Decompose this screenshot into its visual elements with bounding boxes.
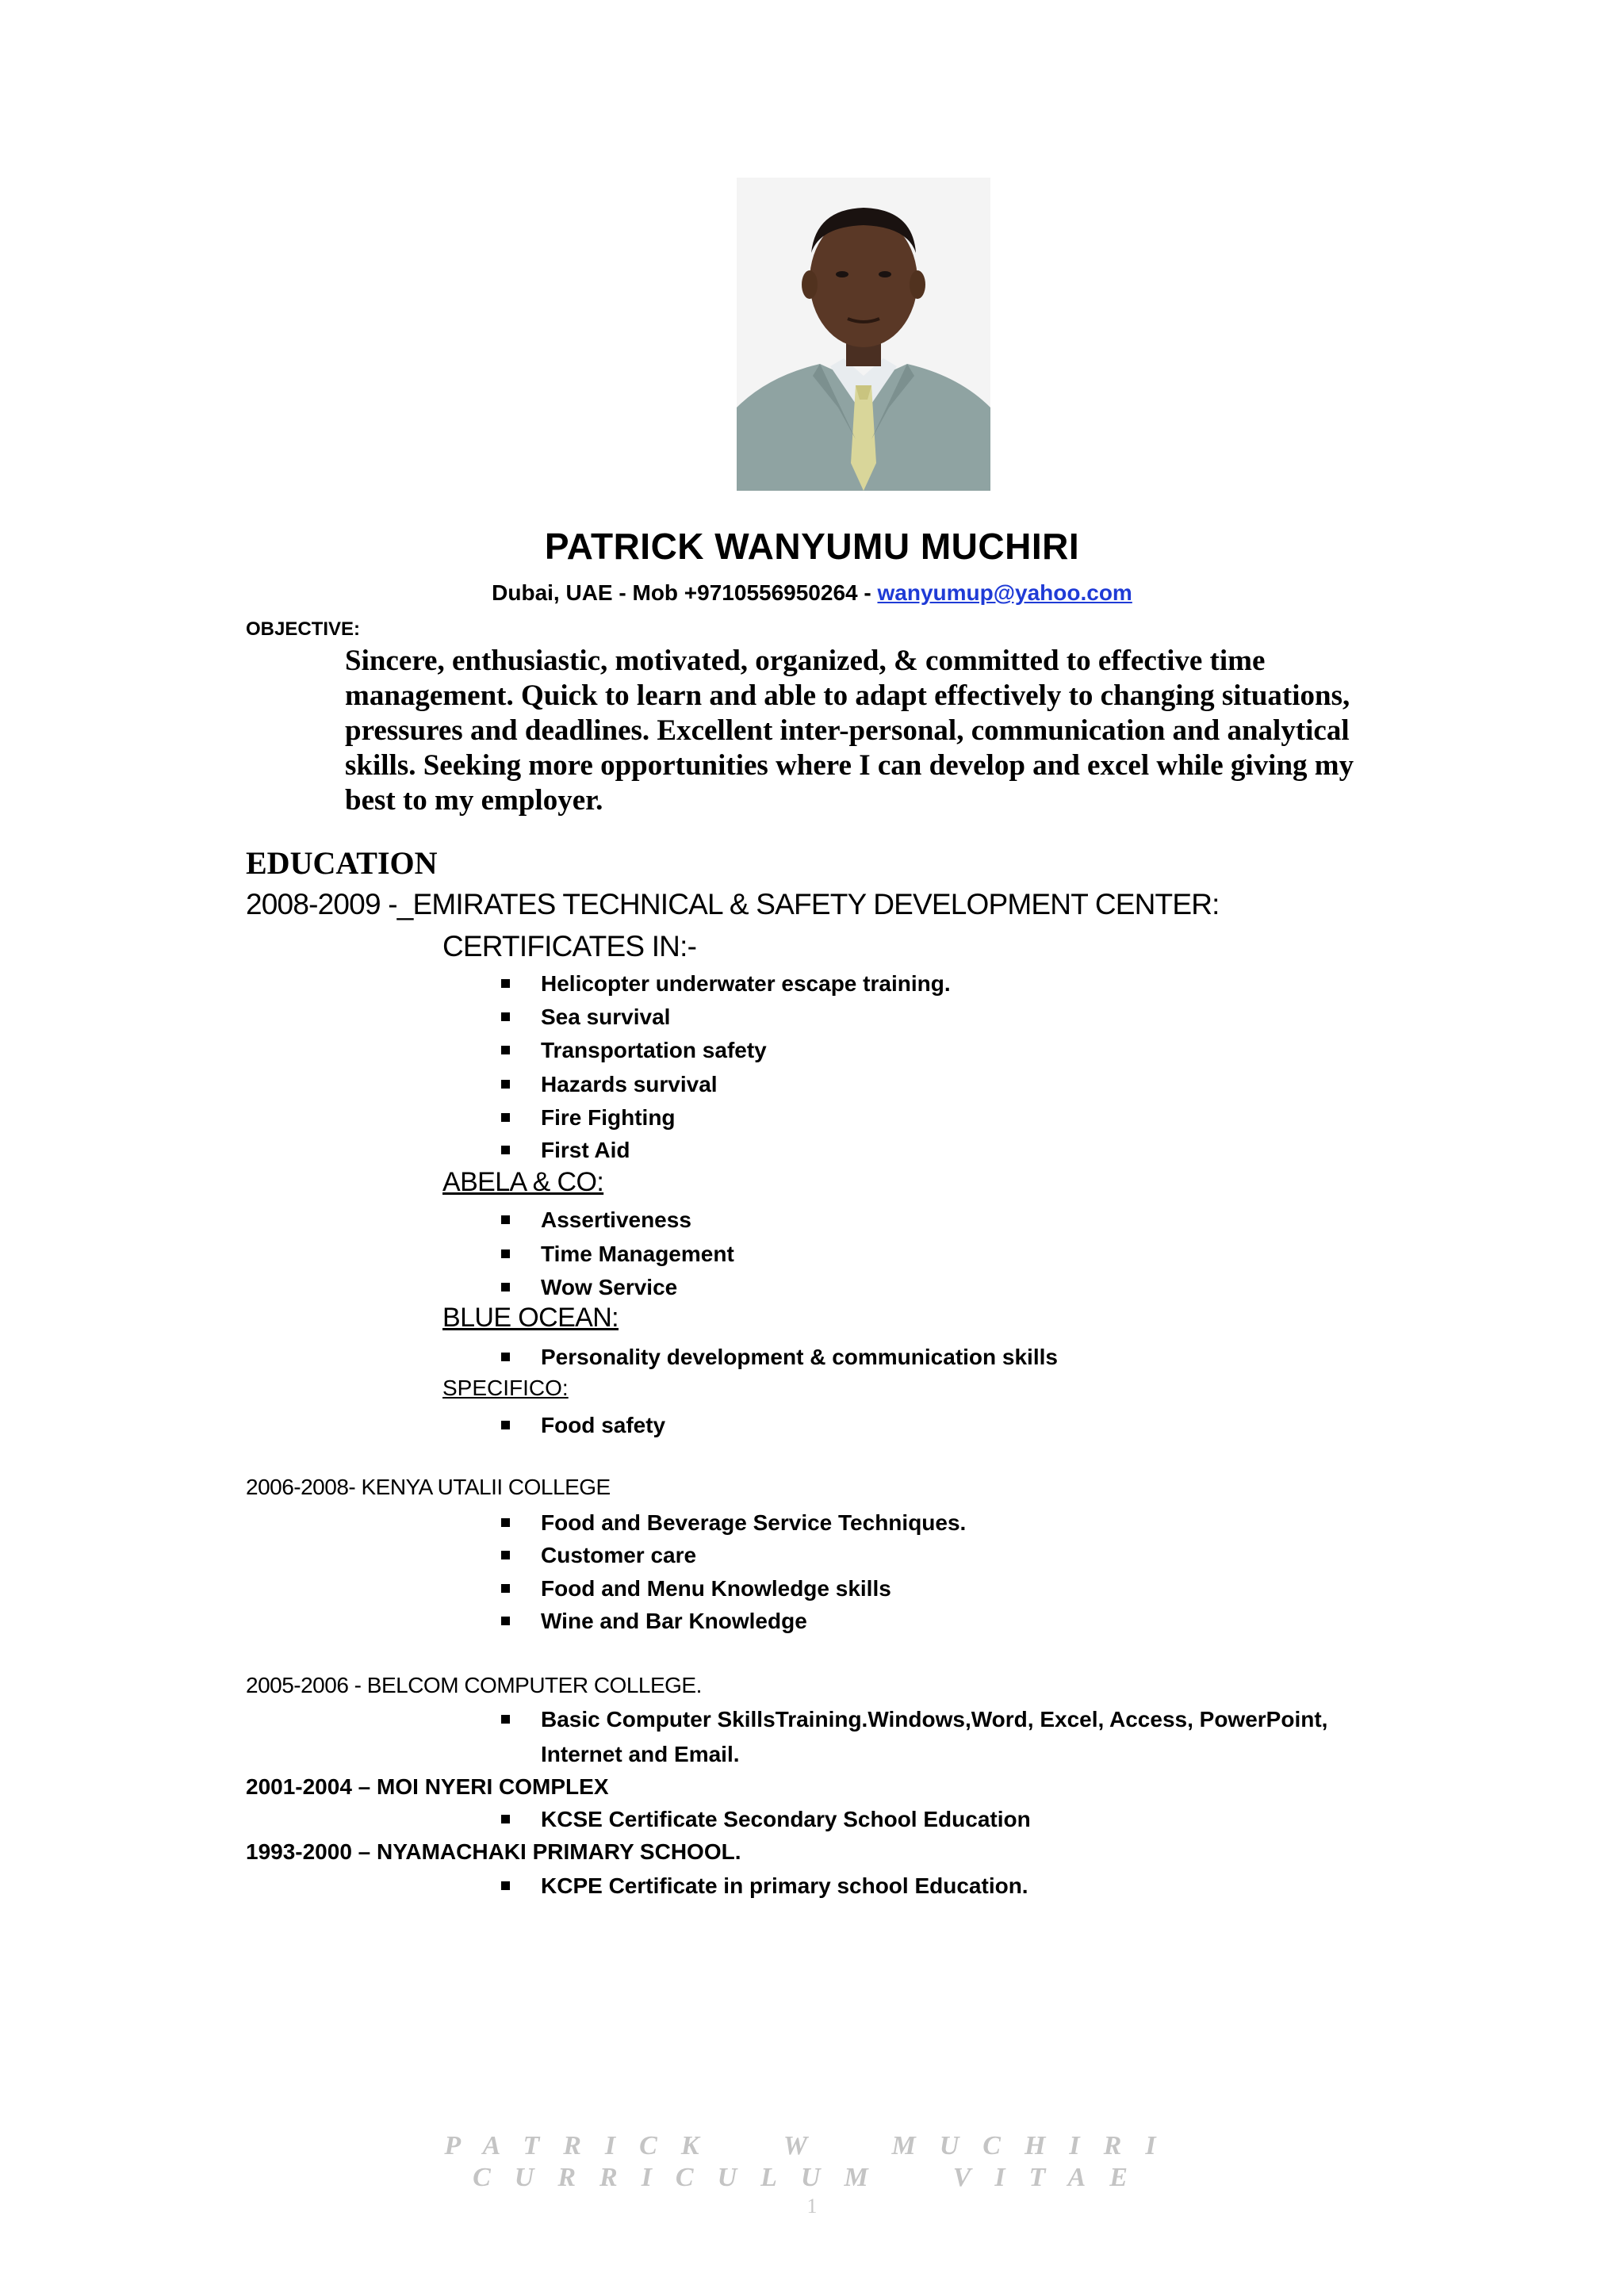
bullet-square-icon xyxy=(501,1113,510,1122)
bullet-square-icon xyxy=(501,979,510,988)
bullet-square-icon xyxy=(501,1080,510,1089)
bullet-square-icon xyxy=(501,1215,510,1224)
utalii-title: 2006-2008- KENYA UTALII COLLEGE xyxy=(246,1475,611,1499)
bullet-square-icon xyxy=(501,1715,510,1724)
certificates-subtitle: CERTIFICATES IN:- xyxy=(442,930,697,962)
bullet-square-icon xyxy=(501,1421,510,1429)
objective-line: pressures and deadlines. Excellent inter-personal, communication and analytical xyxy=(345,714,1350,747)
bullet-square-icon xyxy=(501,1353,510,1361)
list-item: Personality development & communication skills xyxy=(541,1341,1058,1374)
bullet-square-icon xyxy=(501,1881,510,1890)
bullet-square-icon xyxy=(501,1046,510,1054)
list-item: Customer care xyxy=(541,1539,696,1572)
person-portrait-icon xyxy=(737,178,990,491)
list-item: Assertiveness xyxy=(541,1203,691,1237)
list-item: Time Management xyxy=(541,1238,734,1271)
list-item: Hazards survival xyxy=(541,1068,718,1101)
candidate-name: PATRICK WANYUMU MUCHIRI xyxy=(544,526,1080,567)
objective-line: skills. Seeking more opportunities where I can develop and excel while giving my xyxy=(345,749,1354,782)
footer-name: PATRICK W MUCHIRI xyxy=(444,2131,1180,2160)
contact-details: Dubai, UAE - Mob +9710556950264 - xyxy=(492,580,878,605)
list-item: Food and Beverage Service Techniques. xyxy=(541,1506,966,1540)
bullet-square-icon xyxy=(501,1146,510,1154)
list-item-continuation: Internet and Email. xyxy=(541,1742,740,1766)
objective-line: best to my employer. xyxy=(345,784,603,817)
bullet-square-icon xyxy=(501,1617,510,1625)
list-item: Food safety xyxy=(541,1409,665,1442)
bullet-square-icon xyxy=(501,1551,510,1559)
bullet-square-icon xyxy=(501,1012,510,1021)
list-item: Fire Fighting xyxy=(541,1101,676,1135)
list-item: First Aid xyxy=(541,1134,630,1167)
list-item: Wine and Bar Knowledge xyxy=(541,1605,807,1638)
objective-line: management. Quick to learn and able to adapt effectively to changing situations, xyxy=(345,679,1350,712)
bullet-square-icon xyxy=(501,1283,510,1292)
belcom-title: 2005-2006 - BELCOM COMPUTER COLLEGE. xyxy=(246,1673,702,1697)
list-item: Wow Service xyxy=(541,1271,677,1304)
moi-title: 2001-2004 – MOI NYERI COMPLEX xyxy=(246,1774,609,1799)
list-item: Transportation safety xyxy=(541,1034,767,1067)
footer-subtitle: CURRICULUM VITAE xyxy=(473,2163,1151,2192)
profile-photo xyxy=(737,178,990,491)
list-item: Helicopter underwater escape training. xyxy=(541,967,951,1001)
bullet-square-icon xyxy=(501,1518,510,1527)
email-link[interactable]: wanyumup@yahoo.com xyxy=(877,580,1132,605)
page-number: 1 xyxy=(806,2195,818,2218)
bullet-square-icon xyxy=(501,1584,510,1593)
objective-label: OBJECTIVE: xyxy=(246,618,361,640)
abela-title: ABELA & CO: xyxy=(442,1167,604,1197)
specifico-title: SPECIFICO: xyxy=(442,1376,569,1400)
list-item: Food and Menu Knowledge skills xyxy=(541,1572,891,1605)
objective-text xyxy=(345,644,1400,818)
list-item: KCSE Certificate Secondary School Education xyxy=(541,1803,1031,1836)
list-item: KCPE Certificate in primary school Education. xyxy=(541,1869,1028,1903)
contact-line xyxy=(0,580,1624,606)
education-heading: EDUCATION xyxy=(246,845,438,881)
bullet-square-icon xyxy=(501,1249,510,1258)
nyamachaki-title: 1993-2000 – NYAMACHAKI PRIMARY SCHOOL. xyxy=(246,1839,741,1864)
list-item: Basic Computer SkillsTraining.Windows,Word, Excel, Access, PowerPoint, xyxy=(541,1703,1327,1736)
bullet-square-icon xyxy=(501,1815,510,1823)
emirates-title: 2008-2009 -_EMIRATES TECHNICAL & SAFETY DEVELOPMENT CENTER: xyxy=(246,888,1220,920)
objective-line: Sincere, enthusiastic, motivated, organized, & committed to effective time xyxy=(345,645,1266,677)
blue-ocean-title: BLUE OCEAN: xyxy=(442,1303,619,1333)
list-item: Sea survival xyxy=(541,1001,670,1034)
